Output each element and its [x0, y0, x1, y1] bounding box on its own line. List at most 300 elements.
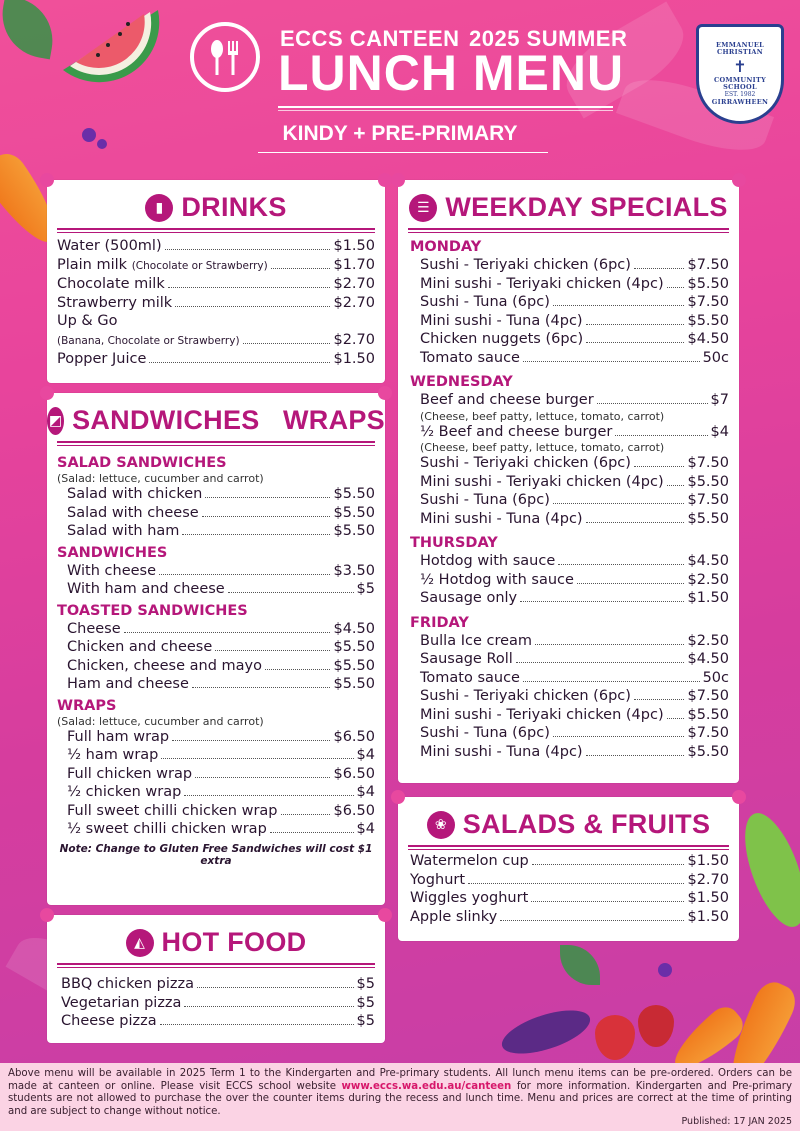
- menu-item-label: BBQ chicken pizza: [61, 976, 195, 992]
- menu-item-row: [420, 510, 729, 529]
- leaf-illustration: [560, 945, 600, 985]
- wraps-heading: WRAPS: [57, 697, 117, 714]
- menu-item-row: [410, 852, 729, 871]
- dot-leader: [553, 736, 685, 737]
- menu-item-label: Salad with ham: [67, 523, 180, 539]
- menu-item-name: [420, 571, 574, 590]
- menu-item-price: $5.50: [687, 510, 729, 527]
- menu-item-name: [420, 510, 583, 529]
- menu-item-price: $6.50: [333, 765, 375, 782]
- dot-leader: [553, 305, 685, 306]
- menu-item-row: [61, 975, 375, 994]
- salad-sandwiches-heading: SALAD SANDWICHES: [57, 455, 227, 471]
- fruit-icon: ❀: [427, 811, 455, 839]
- menu-item-name: [67, 783, 181, 802]
- dot-leader: [161, 758, 353, 759]
- dot-leader: [165, 249, 331, 250]
- specials-list: [410, 235, 729, 761]
- section-divider: [408, 845, 729, 847]
- dot-leader: [516, 662, 685, 663]
- menu-item-label: Chicken and cheese: [67, 639, 213, 655]
- season-label: 2025 SUMMER: [469, 26, 628, 51]
- crest-place: GIRRAWHEEN: [711, 97, 769, 106]
- menu-item-row: [420, 632, 729, 651]
- menu-item-name: [420, 312, 583, 331]
- menu-item-row: [420, 669, 729, 688]
- menu-item-label: Yoghurt: [410, 871, 466, 888]
- menu-item-label: Sushi - Teriyaki chicken (6pc): [420, 688, 631, 704]
- menu-item-name: [67, 657, 262, 676]
- toasted-list: [57, 620, 375, 694]
- menu-item-name: [420, 275, 664, 294]
- menu-item-row: [67, 562, 375, 581]
- menu-item-label: Popper Juice: [57, 351, 147, 367]
- menu-item-name: [410, 908, 497, 927]
- menu-item-row: [67, 746, 375, 765]
- toasted-heading: TOASTED SANDWICHES: [57, 602, 248, 619]
- berry-illustration: [658, 963, 672, 977]
- dot-leader: [175, 306, 330, 307]
- menu-item-block: [57, 312, 375, 350]
- day-heading: FRIDAY: [410, 614, 469, 631]
- dot-leader: [184, 795, 353, 796]
- dot-leader: [535, 644, 684, 645]
- menu-item-price: $4.50: [333, 620, 375, 637]
- dot-leader: [184, 1006, 353, 1007]
- subtitle-divider: [258, 152, 548, 153]
- menu-item-row: [67, 580, 375, 599]
- menu-item-block: [420, 391, 729, 423]
- menu-item-row: [67, 728, 375, 747]
- menu-item-label: Mini sushi - Teriyaki chicken (4pc): [420, 275, 664, 292]
- menu-item-name: [420, 391, 594, 410]
- dot-leader: [520, 601, 684, 602]
- menu-item-row: [57, 237, 375, 256]
- menu-item-label: Sushi - Tuna (6pc): [420, 294, 550, 310]
- menu-item-name: [420, 589, 517, 608]
- menu-item-row: [67, 485, 375, 504]
- menu-item-name: [420, 650, 513, 669]
- menu-item-price: $7.50: [687, 294, 729, 310]
- menu-item-name: [420, 423, 612, 442]
- menu-item-name: [67, 620, 121, 639]
- menu-item-label: Watermelon cup: [410, 853, 529, 869]
- menu-item-label: Hotdog with sauce: [420, 553, 556, 569]
- dot-leader: [523, 681, 700, 682]
- menu-item-row: [410, 871, 729, 890]
- cucumber-illustration: [733, 806, 800, 934]
- menu-item-row: [57, 331, 375, 351]
- menu-item-name: [420, 687, 631, 706]
- eggplant-illustration: [497, 1002, 595, 1063]
- menu-item-price: $5.50: [333, 639, 375, 655]
- menu-item-row: [420, 724, 729, 743]
- menu-item-label: Water (500ml): [57, 238, 162, 254]
- menu-item-label: Cheese: [67, 620, 121, 637]
- menu-item-row: [67, 522, 375, 541]
- menu-item-label: Plain milk: [57, 256, 128, 273]
- crest-text: EMMANUEL: [716, 40, 764, 49]
- menu-item-label: Chicken, cheese and mayo: [67, 657, 262, 674]
- menu-item-row: [410, 889, 729, 908]
- menu-item-note: (Banana, Chocolate or Strawberry): [57, 334, 240, 347]
- menu-item-label: Tomato sauce: [420, 349, 520, 366]
- menu-item-price: $5: [356, 994, 375, 1011]
- menu-item-label: Apple slinky: [410, 908, 498, 925]
- menu-item-name: [57, 275, 165, 294]
- menu-item-row: [67, 620, 375, 639]
- menu-item-price: $1.70: [333, 256, 375, 273]
- menu-item-name: [67, 562, 156, 581]
- sandwiches-sublist: [57, 562, 375, 599]
- menu-item-price: $4: [356, 821, 375, 837]
- menu-item-price: $2.70: [687, 871, 729, 888]
- menu-item-price: $7: [710, 392, 729, 408]
- menu-item-name: [420, 706, 664, 725]
- menu-item-price: $5.50: [687, 312, 729, 329]
- day-heading: MONDAY: [410, 239, 482, 255]
- footer-text: for more information. Kindergarten and Pre-primary students are not allowed to purchase the over the counter items during the recess and lunch time. Menu and prices are correct at the time of printing and are subject to change without notice.: [8, 1080, 792, 1117]
- menu-item-row: [420, 312, 729, 331]
- sandwiches-panel: [47, 393, 385, 905]
- menu-item-price: $1.50: [333, 351, 375, 367]
- title-divider: [278, 110, 613, 111]
- menu-item-price: $5: [356, 581, 375, 597]
- menu-item-label: ½ Hotdog with sauce: [420, 571, 574, 588]
- dot-leader: [586, 755, 685, 756]
- menu-item-label: Mini sushi - Tuna (4pc): [420, 510, 583, 527]
- menu-item-label: Mini sushi - Tuna (4pc): [420, 743, 583, 760]
- menu-item-price: $5: [356, 976, 375, 992]
- menu-item-price: 50c: [702, 349, 729, 366]
- menu-item-row: [67, 638, 375, 657]
- menu-item-price: $5.50: [687, 706, 729, 723]
- menu-item-price: $1.50: [333, 238, 375, 254]
- menu-item-row: [420, 256, 729, 275]
- menu-item-name: [67, 522, 179, 541]
- menu-item-name: [420, 330, 583, 349]
- cross-icon: ✝: [733, 56, 747, 76]
- menu-item-row: [420, 552, 729, 571]
- menu-item-price: $5.50: [333, 486, 375, 502]
- menu-item-row: [420, 743, 729, 762]
- menu-item-name: [67, 485, 202, 504]
- dot-leader: [667, 718, 685, 719]
- menu-item-price: $3.50: [333, 562, 375, 579]
- hotfood-heading: [47, 927, 385, 958]
- dot-leader: [634, 268, 685, 269]
- section-divider: [408, 232, 729, 233]
- menu-item-price: $5.50: [687, 743, 729, 760]
- section-divider: [57, 228, 375, 230]
- menu-item-name: [420, 552, 555, 571]
- dot-leader: [215, 650, 330, 651]
- hotfood-panel: [47, 915, 385, 1043]
- dot-leader: [523, 361, 700, 362]
- menu-item-price: $5.50: [333, 676, 375, 692]
- sandwiches-list: [57, 451, 375, 867]
- menu-item-price: $5.50: [687, 275, 729, 292]
- dot-leader: [634, 699, 685, 700]
- wraps-list: [57, 728, 375, 839]
- menu-item-price: $6.50: [333, 802, 375, 819]
- salads-title: SALADS & FRUITS: [462, 809, 711, 839]
- menu-item-label: Sushi - Teriyaki chicken (6pc): [420, 455, 631, 471]
- menu-item-price: $7.50: [687, 688, 729, 704]
- strawberry-illustration: [595, 1015, 635, 1060]
- dot-leader: [160, 1024, 354, 1025]
- footer-text: Above menu will be available in 2025 Term 1 to the Kindergarten and Pre-primary students. All lunch menu items can be pre-ordered. Orders can be made at canteen or online. Please visit ECCS school website: [8, 1068, 792, 1092]
- menu-item-name: [61, 975, 194, 994]
- menu-item-label: Full chicken wrap: [67, 765, 193, 782]
- menu-item-row: [61, 994, 375, 1013]
- page-subtitle: KINDY + PRE-PRIMARY: [282, 122, 518, 145]
- day-items-list: [410, 391, 729, 528]
- menu-item-name: [420, 491, 550, 510]
- menu-item-label: Sushi - Tuna (6pc): [420, 725, 550, 741]
- menu-item-price: $1.50: [687, 908, 729, 925]
- drinks-title: DRINKS: [181, 192, 287, 222]
- dot-leader: [271, 268, 331, 269]
- menu-item-row: [420, 349, 729, 368]
- menu-item-row: [57, 275, 375, 294]
- menu-item-price: $5.50: [687, 473, 729, 490]
- hotfood-list: [61, 975, 375, 1031]
- dot-leader: [586, 342, 684, 343]
- menu-item-label: ½ ham wrap: [67, 747, 159, 763]
- menu-item-price: 50c: [702, 669, 729, 686]
- section-divider: [408, 228, 729, 230]
- menu-item-label: Bulla Ice cream: [420, 632, 533, 649]
- menu-item-row: [420, 330, 729, 349]
- menu-item-label: Sushi - Tuna (6pc): [420, 492, 550, 508]
- menu-item-label: Tomato sauce: [420, 669, 520, 686]
- burger-icon: ☰: [409, 194, 437, 222]
- menu-item-label: ½ chicken wrap: [67, 784, 182, 800]
- section-divider: [57, 445, 375, 446]
- menu-item-name: [410, 852, 529, 871]
- cutlery-icon: [190, 22, 260, 92]
- dot-leader: [195, 777, 330, 778]
- specials-panel: [398, 180, 739, 783]
- menu-item-row: [57, 256, 375, 276]
- crest-est: EST. 1982: [724, 90, 756, 98]
- menu-item-name: [57, 350, 146, 369]
- menu-item-name: [420, 473, 664, 492]
- menu-item-label: Cheese pizza: [61, 1013, 157, 1029]
- menu-item-price: $4: [356, 747, 375, 763]
- menu-item-name: [61, 1012, 157, 1031]
- menu-item-name: [420, 454, 631, 473]
- page-title: LUNCH MENU: [278, 45, 625, 101]
- menu-item-price: $2.50: [687, 571, 729, 588]
- day-items-list: [410, 632, 729, 762]
- menu-item-label: Chicken nuggets (6pc): [420, 331, 584, 347]
- menu-item-name: [57, 294, 172, 313]
- menu-item-price: $2.50: [687, 632, 729, 649]
- section-divider: [57, 232, 375, 233]
- pizza-icon: ◭: [126, 929, 154, 957]
- menu-item-row: [420, 293, 729, 312]
- menu-item-label: Ham and cheese: [67, 676, 189, 692]
- menu-item-row: [67, 765, 375, 784]
- menu-item-label: Sausage Roll: [420, 651, 513, 667]
- dot-leader: [500, 920, 684, 921]
- menu-item-price: $5.50: [333, 523, 375, 539]
- menu-item-label: Sushi - Teriyaki chicken (6pc): [420, 257, 631, 273]
- dot-leader: [149, 362, 330, 363]
- menu-item-price: $2.70: [333, 294, 375, 311]
- menu-item-label: Full sweet chilli chicken wrap: [67, 802, 278, 819]
- day-items-list: [410, 552, 729, 608]
- menu-item-price: $4.50: [687, 651, 729, 667]
- menu-item-price: $2.70: [333, 276, 375, 292]
- school-crest: [696, 24, 784, 124]
- sandwich-icon: ◩: [47, 407, 64, 435]
- canteen-link[interactable]: www.eccs.wa.edu.au/canteen: [341, 1080, 512, 1092]
- menu-item-name: [420, 349, 520, 368]
- menu-item-row: [420, 423, 729, 442]
- menu-item-label: Chocolate milk: [57, 276, 165, 292]
- menu-item-row: [420, 687, 729, 706]
- menu-item-label: ½ sweet chilli chicken wrap: [67, 821, 267, 837]
- menu-item-price: $4: [710, 423, 729, 440]
- dot-leader: [270, 832, 354, 833]
- menu-item-price: $7.50: [687, 455, 729, 471]
- menu-item-block: [420, 423, 729, 455]
- menu-item-row: [67, 504, 375, 523]
- crest-text: CHRISTIAN: [716, 48, 763, 57]
- dot-leader: [597, 403, 708, 404]
- menu-item-name: [67, 638, 212, 657]
- dot-leader: [615, 435, 707, 436]
- drinks-list: [57, 237, 375, 369]
- menu-item-name: [420, 724, 550, 743]
- menu-item-row: [67, 675, 375, 694]
- menu-item-row: [57, 350, 375, 369]
- menu-item-row: [420, 473, 729, 492]
- salad-note: (Salad: lettuce, cucumber and carrot): [57, 472, 264, 485]
- dot-leader: [182, 534, 330, 535]
- menu-item-label: Wiggles yoghurt: [410, 890, 529, 906]
- dot-leader: [558, 564, 684, 565]
- dot-leader: [532, 864, 685, 865]
- dot-leader: [586, 324, 685, 325]
- specials-title: WEEKDAY SPECIALS: [445, 192, 728, 222]
- day-heading: WEDNESDAY: [410, 374, 513, 390]
- title-divider: [278, 106, 613, 108]
- menu-item-note: (Cheese, beef patty, lettuce, tomato, carrot): [420, 441, 665, 454]
- dot-leader: [634, 466, 685, 467]
- menu-item-name: [67, 580, 225, 599]
- salad-sandwiches-list: [57, 485, 375, 541]
- dot-leader: [265, 669, 331, 670]
- menu-item-row: [67, 657, 375, 676]
- menu-item-row: [57, 294, 375, 313]
- dot-leader: [172, 740, 330, 741]
- dot-leader: [205, 497, 330, 498]
- menu-item-label: With cheese: [67, 562, 157, 579]
- salads-heading: [398, 809, 739, 840]
- dot-leader: [202, 516, 331, 517]
- menu-item-label: Salad with chicken: [67, 486, 203, 502]
- specials-heading: [398, 192, 739, 223]
- menu-item-row: [420, 650, 729, 669]
- menu-item-name: [67, 802, 278, 821]
- menu-item-row: [67, 802, 375, 821]
- menu-item-row: [420, 571, 729, 590]
- menu-item-row: [420, 706, 729, 725]
- day-items-list: [410, 256, 729, 367]
- day-heading: THURSDAY: [410, 535, 498, 551]
- menu-item-name: [57, 256, 268, 276]
- menu-item-price: $6.50: [333, 728, 375, 745]
- drinks-panel: [47, 180, 385, 383]
- dot-leader: [281, 814, 331, 815]
- menu-item-name: [67, 765, 192, 784]
- dot-leader: [228, 592, 354, 593]
- gluten-free-note: Note: Change to Gluten Free Sandwiches will cost $1 extra: [59, 842, 373, 867]
- menu-item-row: [57, 312, 375, 331]
- drink-bottle-icon: ▮: [145, 194, 173, 222]
- menu-item-label: Vegetarian pizza: [61, 994, 182, 1011]
- menu-item-label: ½ Beef and cheese burger: [420, 423, 613, 440]
- menu-item-name: [67, 746, 158, 765]
- dot-leader: [667, 287, 685, 288]
- section-divider: [57, 963, 375, 965]
- drinks-heading: [47, 192, 385, 223]
- dot-leader: [586, 522, 685, 523]
- dot-leader: [531, 901, 684, 902]
- menu-item-label: With ham and cheese: [67, 581, 225, 597]
- menu-item-price: $2.70: [333, 331, 375, 348]
- menu-item-price: $4.50: [687, 331, 729, 347]
- menu-item-name: [67, 675, 189, 694]
- menu-item-row: [420, 275, 729, 294]
- crest-text: COMMUNITY: [713, 75, 767, 84]
- menu-item-row: [410, 908, 729, 927]
- menu-item-price: $1.50: [687, 853, 729, 869]
- salads-list: [410, 852, 729, 926]
- menu-item-label: Mini sushi - Teriyaki chicken (4pc): [420, 473, 664, 490]
- wraps-note: (Salad: lettuce, cucumber and carrot): [57, 714, 264, 728]
- section-divider: [57, 441, 375, 443]
- sandwiches-title: SANDWICHES WRAPS: [72, 405, 385, 435]
- menu-header: [0, 0, 800, 175]
- menu-item-price: $7.50: [687, 492, 729, 508]
- menu-item-note: (Cheese, beef patty, lettuce, tomato, carrot): [420, 409, 665, 423]
- menu-item-row: [420, 491, 729, 510]
- dot-leader: [159, 574, 330, 575]
- hotfood-title: HOT FOOD: [161, 927, 307, 957]
- menu-item-name: [420, 632, 532, 651]
- menu-item-name: [410, 871, 465, 890]
- menu-item-label: Mini sushi - Teriyaki chicken (4pc): [420, 706, 664, 723]
- dot-leader: [667, 485, 685, 486]
- menu-item-label: Strawberry milk: [57, 294, 173, 311]
- menu-item-name: [67, 504, 199, 523]
- menu-item-price: $7.50: [687, 257, 729, 273]
- dot-leader: [124, 632, 331, 633]
- canteen-label: ECCS CANTEEN: [280, 26, 460, 51]
- dot-leader: [197, 987, 354, 988]
- menu-item-name: [67, 820, 267, 839]
- dot-leader: [192, 687, 331, 688]
- menu-item-label: Up & Go: [57, 313, 118, 329]
- crest-text: SCHOOL: [723, 83, 757, 92]
- menu-item-price: $4.50: [687, 553, 729, 569]
- menu-item-note: (Chocolate or Strawberry): [131, 259, 268, 272]
